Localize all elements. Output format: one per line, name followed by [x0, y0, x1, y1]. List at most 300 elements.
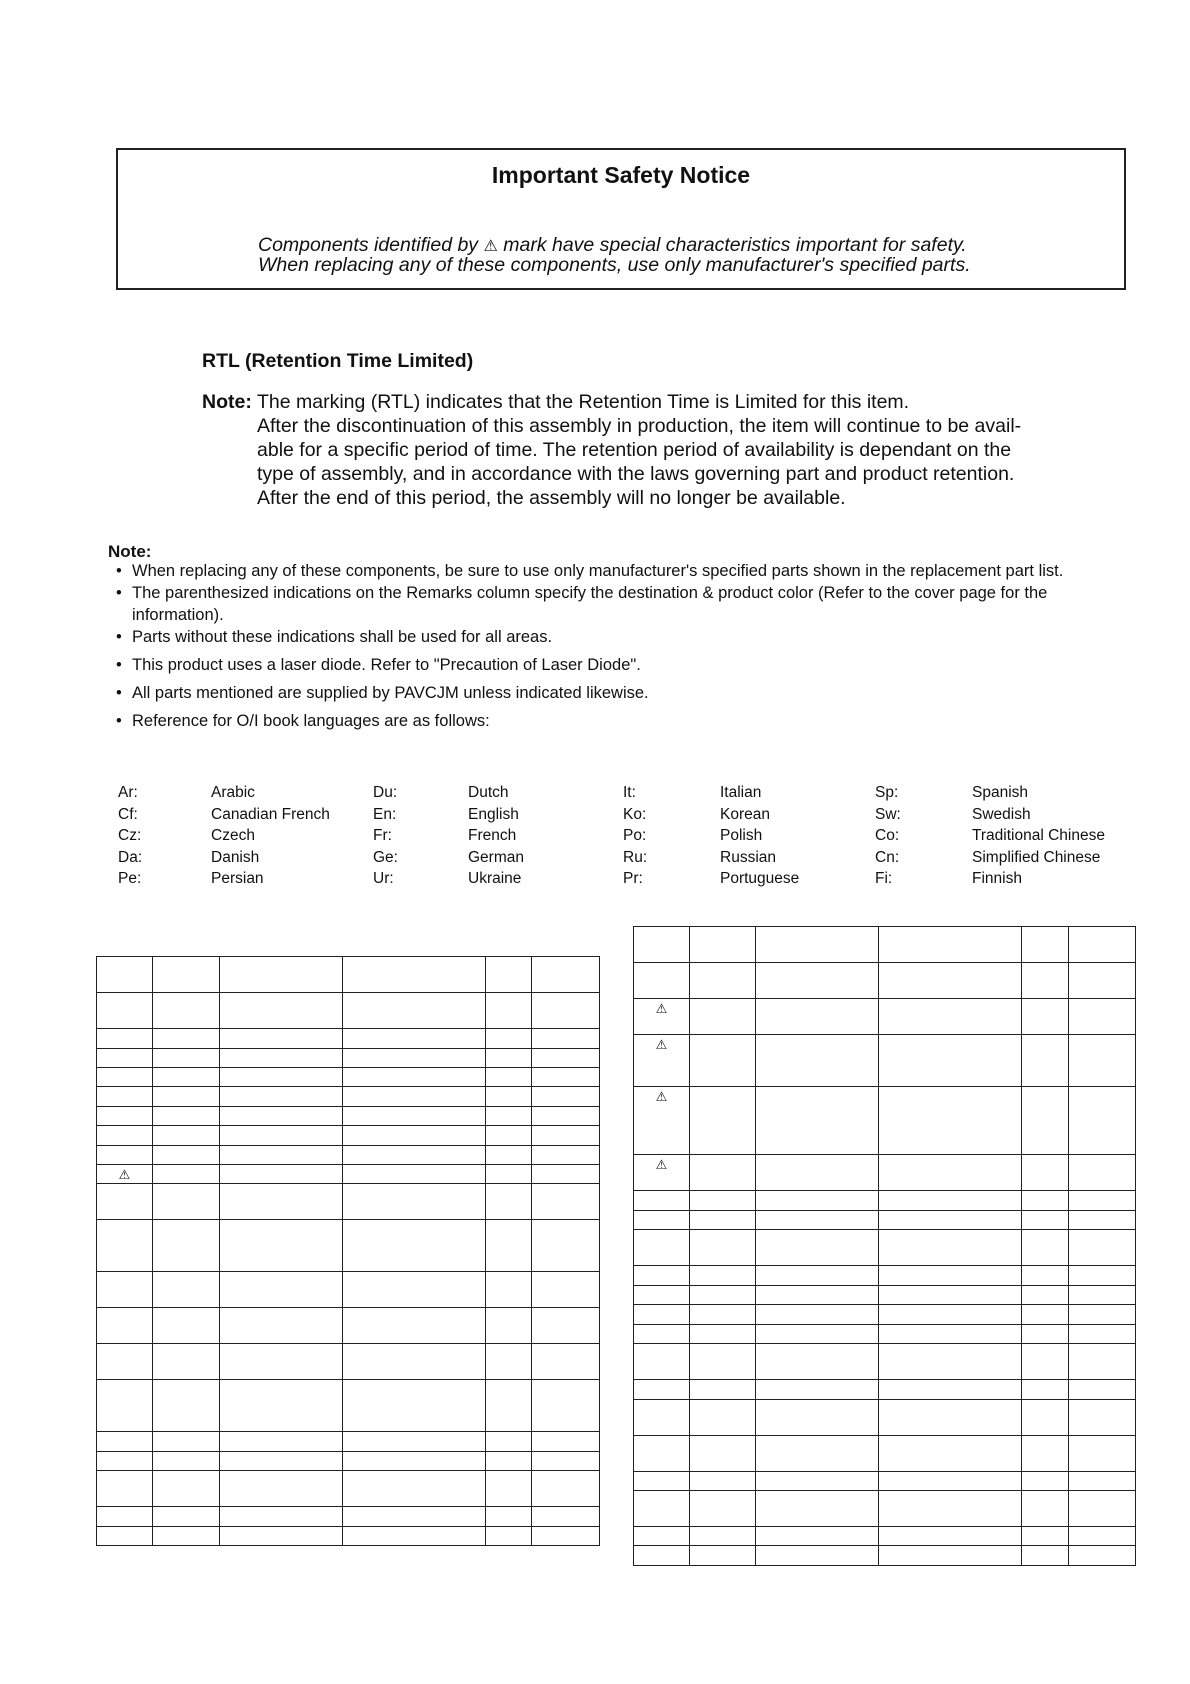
- table-cell: [879, 1230, 1022, 1266]
- language-code: Du:: [373, 784, 398, 801]
- table-row: [97, 1220, 600, 1272]
- table-cell: [532, 1126, 600, 1146]
- table-cell: [1022, 1211, 1069, 1230]
- table-cell: [879, 1491, 1022, 1527]
- table-cell: [532, 1308, 600, 1344]
- table-cell: [1069, 1191, 1136, 1211]
- language-name: Ukraine: [468, 870, 522, 887]
- table-row: [634, 1472, 1136, 1491]
- table-row: [97, 1308, 600, 1344]
- safety-notice-line-1: [258, 236, 971, 256]
- table-cell: [634, 1491, 690, 1527]
- table-cell: [153, 1146, 220, 1165]
- table-cell: [97, 1146, 153, 1165]
- parts-table-left: [96, 956, 600, 1546]
- language-code: Sp:: [875, 784, 899, 801]
- table-cell: [1069, 1087, 1136, 1155]
- table-row: [97, 1068, 600, 1087]
- table-cell: [879, 927, 1022, 963]
- table-cell: [220, 1380, 343, 1432]
- table-cell: [220, 1308, 343, 1344]
- table-cell: [220, 1507, 343, 1527]
- table-cell: [343, 1146, 486, 1165]
- table-cell: [756, 1191, 879, 1211]
- notes-item: • When replacing any of these components, be sure to use only manufacturer's specified parts shown in the replacement part list.: [116, 560, 1136, 582]
- table-row: [97, 1507, 600, 1527]
- notes-item: • This product uses a laser diode. Refer to "Precaution of Laser Diode".: [116, 654, 1136, 676]
- table-cell: [97, 1344, 153, 1380]
- rtl-note-label: Note:: [202, 391, 252, 413]
- table-cell: [486, 993, 532, 1029]
- table-cell: [343, 993, 486, 1029]
- table-cell: [634, 1266, 690, 1286]
- table-cell: [153, 1432, 220, 1452]
- notes-item: • Parts without these indications shall be used for all areas.: [116, 626, 1136, 648]
- table-cell: [1022, 1527, 1069, 1546]
- language-name: Spanish: [972, 784, 1029, 801]
- language-code: Cf:: [118, 805, 138, 823]
- table-cell: [690, 1035, 756, 1087]
- table-row: [97, 957, 600, 993]
- table-cell: [879, 1305, 1022, 1325]
- table-cell: [532, 1452, 600, 1471]
- table-cell: [879, 1211, 1022, 1230]
- table-cell: [97, 1029, 153, 1049]
- language-name: Canadian French: [211, 805, 330, 823]
- table-row: [634, 1400, 1136, 1436]
- table-cell: [1022, 1305, 1069, 1325]
- table-cell: [1069, 927, 1136, 963]
- table-cell: [634, 1325, 690, 1344]
- table-cell: [879, 1286, 1022, 1305]
- table-cell: [532, 1146, 600, 1165]
- rtl-note-line: type of assembly, and in accordance with the laws governing part and product retention.: [257, 463, 1015, 485]
- table-cell: [634, 1087, 690, 1155]
- language-code: Ru:: [623, 848, 648, 866]
- safety-notice-box: [116, 148, 1126, 290]
- table-cell: [879, 1035, 1022, 1087]
- table-cell: [486, 957, 532, 993]
- table-cell: [343, 1184, 486, 1220]
- table-row: [634, 1380, 1136, 1400]
- table-cell: [1069, 1305, 1136, 1325]
- table-cell: [532, 993, 600, 1029]
- table-cell: [486, 1184, 532, 1220]
- table-cell: [532, 1068, 600, 1087]
- table-cell: [1069, 1230, 1136, 1266]
- table-cell: [343, 1087, 486, 1107]
- table-cell: [220, 1165, 343, 1184]
- table-cell: [97, 1380, 153, 1432]
- table-cell: [532, 957, 600, 993]
- table-cell: [532, 1087, 600, 1107]
- table-row: [97, 1471, 600, 1507]
- table-cell: [97, 1272, 153, 1308]
- table-cell: [343, 1432, 486, 1452]
- language-code: It:: [623, 784, 636, 801]
- safety-line1-post: mark have special characteristics important for safety.: [497, 234, 967, 256]
- warning-triangle-icon: ⚠: [483, 238, 498, 255]
- table-cell: [153, 1184, 220, 1220]
- table-cell: [1069, 1491, 1136, 1527]
- table-row: [97, 1344, 600, 1380]
- language-code: Ge:: [373, 848, 398, 866]
- table-cell: [879, 1436, 1022, 1472]
- table-cell: [532, 1432, 600, 1452]
- table-cell: [220, 1068, 343, 1087]
- table-row: [634, 1087, 1136, 1155]
- table-cell: [220, 1471, 343, 1507]
- table-cell: [153, 1452, 220, 1471]
- table-row: [634, 1491, 1136, 1527]
- table-cell: [690, 1400, 756, 1436]
- table-row: [634, 1191, 1136, 1211]
- language-name: Simplified Chinese: [972, 848, 1101, 866]
- table-cell: [153, 993, 220, 1029]
- table-cell: [690, 1230, 756, 1266]
- table-cell: [343, 1272, 486, 1308]
- table-cell: [690, 1472, 756, 1491]
- table-cell: [97, 1184, 153, 1220]
- table-cell: [220, 957, 343, 993]
- table-cell: [634, 1472, 690, 1491]
- table-cell: [879, 1400, 1022, 1436]
- table-cell: [1022, 1436, 1069, 1472]
- rtl-note-body: [257, 390, 1097, 510]
- table-cell: [1022, 1155, 1069, 1191]
- table-cell: [690, 1546, 756, 1566]
- rtl-note-line: After the end of this period, the assembly will no longer be available.: [257, 487, 846, 509]
- table-cell: [97, 1126, 153, 1146]
- table-cell: [690, 1491, 756, 1527]
- rtl-title: RTL (Retention Time Limited): [202, 350, 474, 372]
- table-cell: [1022, 1087, 1069, 1155]
- table-cell: [97, 1165, 153, 1184]
- table-cell: [690, 1527, 756, 1546]
- table-cell: [343, 1165, 486, 1184]
- table-cell: [690, 1087, 756, 1155]
- table-cell: [343, 1068, 486, 1087]
- table-row: [97, 1272, 600, 1308]
- table-cell: [97, 1087, 153, 1107]
- warning-triangle-icon: ⚠: [655, 1001, 668, 1016]
- table-cell: [486, 1432, 532, 1452]
- table-cell: [220, 1146, 343, 1165]
- table-row: [634, 1035, 1136, 1087]
- table-cell: [690, 1266, 756, 1286]
- warning-triangle-icon: ⚠: [118, 1167, 131, 1182]
- table-cell: [756, 999, 879, 1035]
- warning-triangle-icon: ⚠: [655, 1089, 668, 1104]
- language-code: Pe:: [118, 870, 142, 887]
- table-cell: [220, 993, 343, 1029]
- table-cell: [1022, 1266, 1069, 1286]
- table-cell: [343, 1029, 486, 1049]
- table-cell: [879, 963, 1022, 999]
- table-cell: [532, 1527, 600, 1546]
- table-cell: [97, 1107, 153, 1126]
- table-cell: [486, 1146, 532, 1165]
- table-cell: [634, 963, 690, 999]
- table-cell: [532, 1184, 600, 1220]
- table-cell: [756, 1380, 879, 1400]
- language-code: Fi:: [875, 870, 893, 887]
- table-cell: [220, 1272, 343, 1308]
- table-cell: [756, 1211, 879, 1230]
- table-cell: [1069, 1155, 1136, 1191]
- table-cell: [1069, 1400, 1136, 1436]
- table-cell: [153, 1029, 220, 1049]
- language-name: English: [468, 805, 519, 823]
- table-cell: [486, 1344, 532, 1380]
- table-cell: [97, 1527, 153, 1546]
- table-cell: [153, 1107, 220, 1126]
- table-cell: [220, 1432, 343, 1452]
- table-cell: [343, 1049, 486, 1068]
- notes-item: • All parts mentioned are supplied by PAVCJM unless indicated likewise.: [116, 682, 1136, 704]
- table-cell: [1022, 1472, 1069, 1491]
- table-cell: [97, 1308, 153, 1344]
- table-cell: [153, 1507, 220, 1527]
- warning-triangle-icon: ⚠: [655, 1037, 668, 1052]
- table-cell: [343, 1527, 486, 1546]
- table-cell: [1069, 1286, 1136, 1305]
- table-cell: [532, 1107, 600, 1126]
- table-cell: [532, 1380, 600, 1432]
- table-cell: [153, 1380, 220, 1432]
- language-name: Swedish: [972, 805, 1031, 823]
- table-row: [634, 963, 1136, 999]
- table-cell: [1022, 1035, 1069, 1087]
- table-row: [634, 1211, 1136, 1230]
- table-row: [634, 1305, 1136, 1325]
- table-row: [634, 1546, 1136, 1566]
- table-row: [97, 1527, 600, 1546]
- table-cell: [97, 1452, 153, 1471]
- table-cell: [1022, 927, 1069, 963]
- table-cell: [634, 1286, 690, 1305]
- table-cell: [1022, 1400, 1069, 1436]
- table-cell: [634, 1436, 690, 1472]
- table-cell: [532, 1049, 600, 1068]
- table-cell: [97, 957, 153, 993]
- table-cell: [153, 1527, 220, 1546]
- table-cell: [1022, 1230, 1069, 1266]
- table-row: [97, 993, 600, 1029]
- table-row: [97, 1380, 600, 1432]
- table-cell: [690, 1380, 756, 1400]
- table-cell: [634, 1305, 690, 1325]
- table-cell: [1069, 999, 1136, 1035]
- table-cell: [153, 1471, 220, 1507]
- table-cell: [343, 1452, 486, 1471]
- table-cell: [486, 1527, 532, 1546]
- language-name: Danish: [211, 848, 260, 866]
- language-name: Korean: [720, 805, 770, 823]
- table-cell: [220, 1049, 343, 1068]
- table-cell: [756, 1266, 879, 1286]
- table-row: [97, 1107, 600, 1126]
- table-cell: [532, 1344, 600, 1380]
- rtl-note: [202, 390, 1102, 509]
- table-cell: [1069, 1325, 1136, 1344]
- language-code: Cn:: [875, 848, 900, 866]
- table-row: [97, 1029, 600, 1049]
- table-row: [634, 1230, 1136, 1266]
- table-cell: [97, 1432, 153, 1452]
- language-name: Polish: [720, 827, 763, 844]
- language-name: Portuguese: [720, 870, 800, 887]
- table-cell: [690, 1305, 756, 1325]
- table-cell: [879, 1546, 1022, 1566]
- table-cell: [1069, 1211, 1136, 1230]
- table-cell: [486, 1507, 532, 1527]
- table-cell: [220, 1344, 343, 1380]
- table-cell: [486, 1220, 532, 1272]
- table-cell: [220, 1087, 343, 1107]
- table-cell: [97, 1507, 153, 1527]
- table-row: [97, 1049, 600, 1068]
- table-cell: [690, 1211, 756, 1230]
- table-cell: [690, 963, 756, 999]
- table-cell: [1022, 963, 1069, 999]
- language-name: Persian: [211, 870, 264, 887]
- table-cell: [343, 1471, 486, 1507]
- table-cell: [532, 1272, 600, 1308]
- table-cell: [1069, 1380, 1136, 1400]
- table-cell: [756, 1400, 879, 1436]
- table-row: [634, 1325, 1136, 1344]
- table-row: [634, 1527, 1136, 1546]
- table-cell: [1022, 1380, 1069, 1400]
- language-name: Russian: [720, 848, 776, 866]
- table-cell: [756, 1436, 879, 1472]
- table-cell: [486, 1126, 532, 1146]
- language-code: Ar:: [118, 784, 138, 801]
- table-cell: [1069, 1266, 1136, 1286]
- table-cell: [1022, 1286, 1069, 1305]
- table-cell: [153, 1308, 220, 1344]
- table-cell: [220, 1452, 343, 1471]
- table-cell: [756, 963, 879, 999]
- table-row: [634, 927, 1136, 963]
- safety-line1-pre: Components identified by: [258, 234, 484, 256]
- table-row: [97, 1087, 600, 1107]
- table-cell: [690, 927, 756, 963]
- notes-item: • The parenthesized indications on the Remarks column specify the destination & product color (Refer to the cover page for the information).: [116, 582, 1136, 626]
- table-cell: [1069, 1035, 1136, 1087]
- table-cell: [153, 957, 220, 993]
- language-name: Finnish: [972, 870, 1022, 887]
- table-cell: [690, 1344, 756, 1380]
- language-name: French: [468, 827, 517, 844]
- table-row: [97, 1165, 600, 1184]
- table-cell: [1022, 1491, 1069, 1527]
- table-cell: [486, 1308, 532, 1344]
- table-cell: [153, 1068, 220, 1087]
- language-code: Pr:: [623, 870, 643, 887]
- table-cell: [634, 1191, 690, 1211]
- language-name: Traditional Chinese: [972, 827, 1105, 844]
- table-cell: [1069, 1344, 1136, 1380]
- table-cell: [756, 927, 879, 963]
- table-row: [634, 999, 1136, 1035]
- table-cell: [486, 1087, 532, 1107]
- table-cell: [153, 1165, 220, 1184]
- table-cell: [756, 1325, 879, 1344]
- table-cell: [634, 1035, 690, 1087]
- table-cell: [532, 1165, 600, 1184]
- table-cell: [634, 999, 690, 1035]
- language-code: Ko:: [623, 805, 647, 823]
- table-cell: [486, 1471, 532, 1507]
- language-code: Cz:: [118, 827, 142, 844]
- table-cell: [634, 1211, 690, 1230]
- language-name: Arabic: [211, 784, 255, 801]
- table-cell: [690, 1155, 756, 1191]
- table-cell: [532, 1507, 600, 1527]
- table-cell: [634, 1400, 690, 1436]
- table-cell: [220, 1184, 343, 1220]
- table-cell: [343, 1308, 486, 1344]
- table-cell: [634, 1380, 690, 1400]
- table-cell: [220, 1029, 343, 1049]
- language-name: Italian: [720, 784, 762, 801]
- table-cell: [634, 927, 690, 963]
- table-cell: [1069, 1546, 1136, 1566]
- table-cell: [343, 1107, 486, 1126]
- table-cell: [879, 1087, 1022, 1155]
- table-cell: [486, 1068, 532, 1087]
- language-name: German: [468, 848, 524, 866]
- language-code: Ur:: [373, 870, 394, 887]
- table-cell: [1069, 1472, 1136, 1491]
- table-cell: [97, 1220, 153, 1272]
- table-cell: [1022, 999, 1069, 1035]
- table-cell: [690, 1436, 756, 1472]
- table-row: [634, 1344, 1136, 1380]
- rtl-note-line: After the discontinuation of this assembly in production, the item will continue to be avail-: [257, 415, 1022, 437]
- table-cell: [1069, 1527, 1136, 1546]
- table-cell: [879, 1325, 1022, 1344]
- table-cell: [153, 1049, 220, 1068]
- table-cell: [220, 1107, 343, 1126]
- table-cell: [153, 1344, 220, 1380]
- table-row: [97, 1126, 600, 1146]
- table-row: [634, 1286, 1136, 1305]
- table-cell: [634, 1230, 690, 1266]
- table-cell: [690, 1325, 756, 1344]
- table-cell: [220, 1527, 343, 1546]
- table-cell: [634, 1527, 690, 1546]
- language-code: Da:: [118, 848, 143, 866]
- table-cell: [756, 1087, 879, 1155]
- table-cell: [97, 1068, 153, 1087]
- table-cell: [486, 1452, 532, 1471]
- table-cell: [486, 1165, 532, 1184]
- table-cell: [690, 1286, 756, 1305]
- table-cell: [1069, 963, 1136, 999]
- language-code: Fr:: [373, 827, 392, 844]
- table-cell: [879, 999, 1022, 1035]
- safety-notice-line-2: When replacing any of these components, use only manufacturer's specified parts.: [258, 254, 971, 276]
- notes-title: Note:: [108, 542, 152, 561]
- table-cell: [1022, 1325, 1069, 1344]
- table-cell: [879, 1380, 1022, 1400]
- table-row: [634, 1436, 1136, 1472]
- table-cell: [756, 1491, 879, 1527]
- language-name: Dutch: [468, 784, 509, 801]
